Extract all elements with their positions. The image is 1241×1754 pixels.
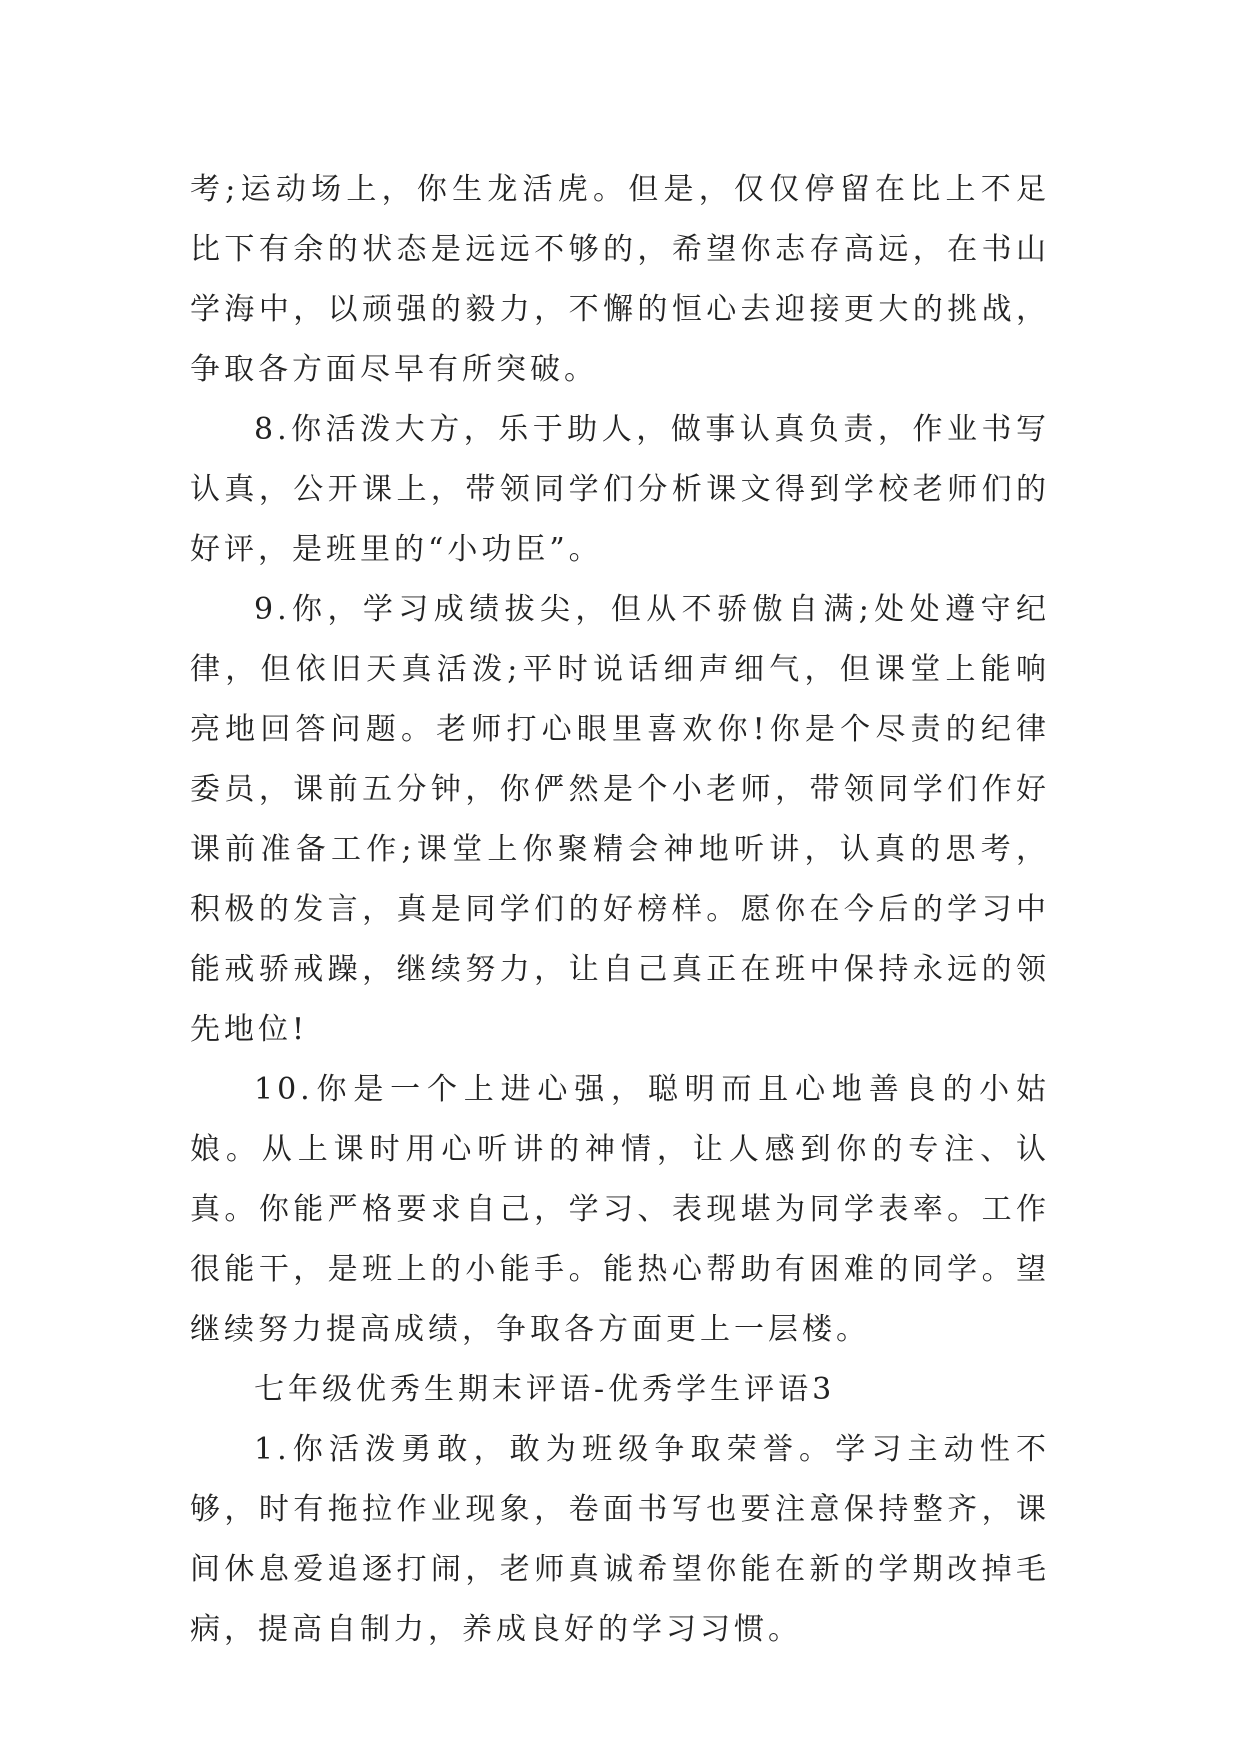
document-page [190,160,1050,1660]
paragraph-item-10: 10.你是一个上进心强，聪明而且心地善良的小姑娘。从上课时用心听讲的神情，让人感到你的专注、认真。你能严格要求自己，学习、表现堪为同学表率。工作很能干，是班上的小能手。能热心帮助有困难的同学。望继续努力提高成绩，争取各方面更上一层楼。 [190,1072,1050,1347]
paragraph-continuation: 考;运动场上，你生龙活虎。但是，仅仅停留在比上不足比下有余的状态是远远不够的，希望你志存高远，在书山学海中，以顽强的毅力，不懈的恒心去迎接更大的挑战，争取各方面尽早有所突破。 [190,172,1050,387]
paragraph-item-1: 1.你活泼勇敢，敢为班级争取荣誉。学习主动性不够，时有拖拉作业现象，卷面书写也要注意保持整齐，课间休息爱追逐打闹，老师真诚希望你能在新的学期改掉毛病，提高自制力，养成良好的学习习惯。 [190,1432,1050,1647]
paragraph-item-8: 8.你活泼大方，乐于助人，做事认真负责，作业书写认真，公开课上，带领同学们分析课文得到学校老师们的好评，是班里的“小功臣”。 [190,412,1050,567]
paragraph-item-9: 9.你，学习成绩拔尖，但从不骄傲自满;处处遵守纪律，但依旧天真活泼;平时说话细声细气，但课堂上能响亮地回答问题。老师打心眼里喜欢你!你是个尽责的纪律委员，课前五分钟，你俨然是个小老师，带领同学们作好课前准备工作;课堂上你聚精会神地听讲，认真的思考，积极的发言，真是同学们的好榜样。愿你在今后的学习中能戒骄戒躁，继续努力，让自己真正在班中保持永远的领先地位! [190,592,1050,1047]
section-heading: 七年级优秀生期末评语-优秀学生评语3 [254,1372,836,1407]
